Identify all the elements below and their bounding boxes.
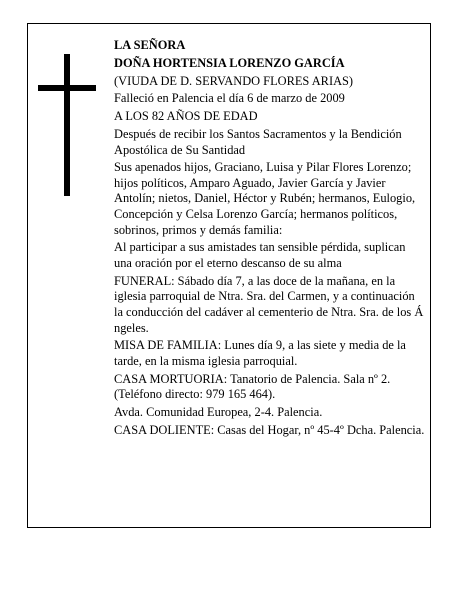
family-mass-paragraph: MISA DE FAMILIA: Lunes día 9, a las siete y media de la tarde, en la misma iglesia parroquial. <box>114 338 406 368</box>
request-paragraph: Al participar a sus amistades tan sensible pérdida, suplican una oración por el eterno descanso de su alma <box>114 240 406 271</box>
sacraments-paragraph: Después de recibir los Santos Sacramentos y la Bendición Apostólica de Su Santidad <box>114 126 402 157</box>
mourning-house-paragraph: CASA DOLIENTE: Casas del Hogar, nº 45-4º Dcha. Palencia. <box>114 422 425 437</box>
widow-line: (VIUDA DE D. SERVANDO FLORES ARIAS) <box>114 73 354 88</box>
notice-body <box>114 38 426 441</box>
age-line: A LOS 82 AÑOS DE EDAD <box>114 109 258 124</box>
deceased-name: DOÑA HORTENSIA LORENZO GARCÍA <box>114 55 345 70</box>
address-line: Avda. Comunidad Europea, 2-4. Palencia. <box>114 405 323 420</box>
mortuary-paragraph: CASA MORTUORIA: Tanatorio de Palencia. Sala nº 2. (Teléfono directo: 979 165 464). <box>114 371 391 402</box>
notice-title: LA SEÑORA <box>114 38 186 52</box>
cross-icon <box>38 54 96 196</box>
funeral-paragraph: FUNERAL: Sábado día 7, a las doce de la mañana, en la iglesia parroquial de Ntra. Sra. del Carmen, y a continuación la conducción del cadáver al cementerio de Ntra. Sra. de los Á ngeles. <box>114 273 424 335</box>
family-paragraph: Sus apenados hijos, Graciano, Luisa y Pilar Flores Lorenzo; hijos políticos, Amparo Aguado, Javier García y Javier Antolín; nietos, Daniel, Héctor y Rubén; hermanos, Eulogio, Concepción y Celsa Lorenzo García; hermanos políticos, sobrinos, primos y demás familia: <box>114 160 416 237</box>
death-line: Falleció en Palencia el día 6 de marzo de 2009 <box>114 91 345 106</box>
